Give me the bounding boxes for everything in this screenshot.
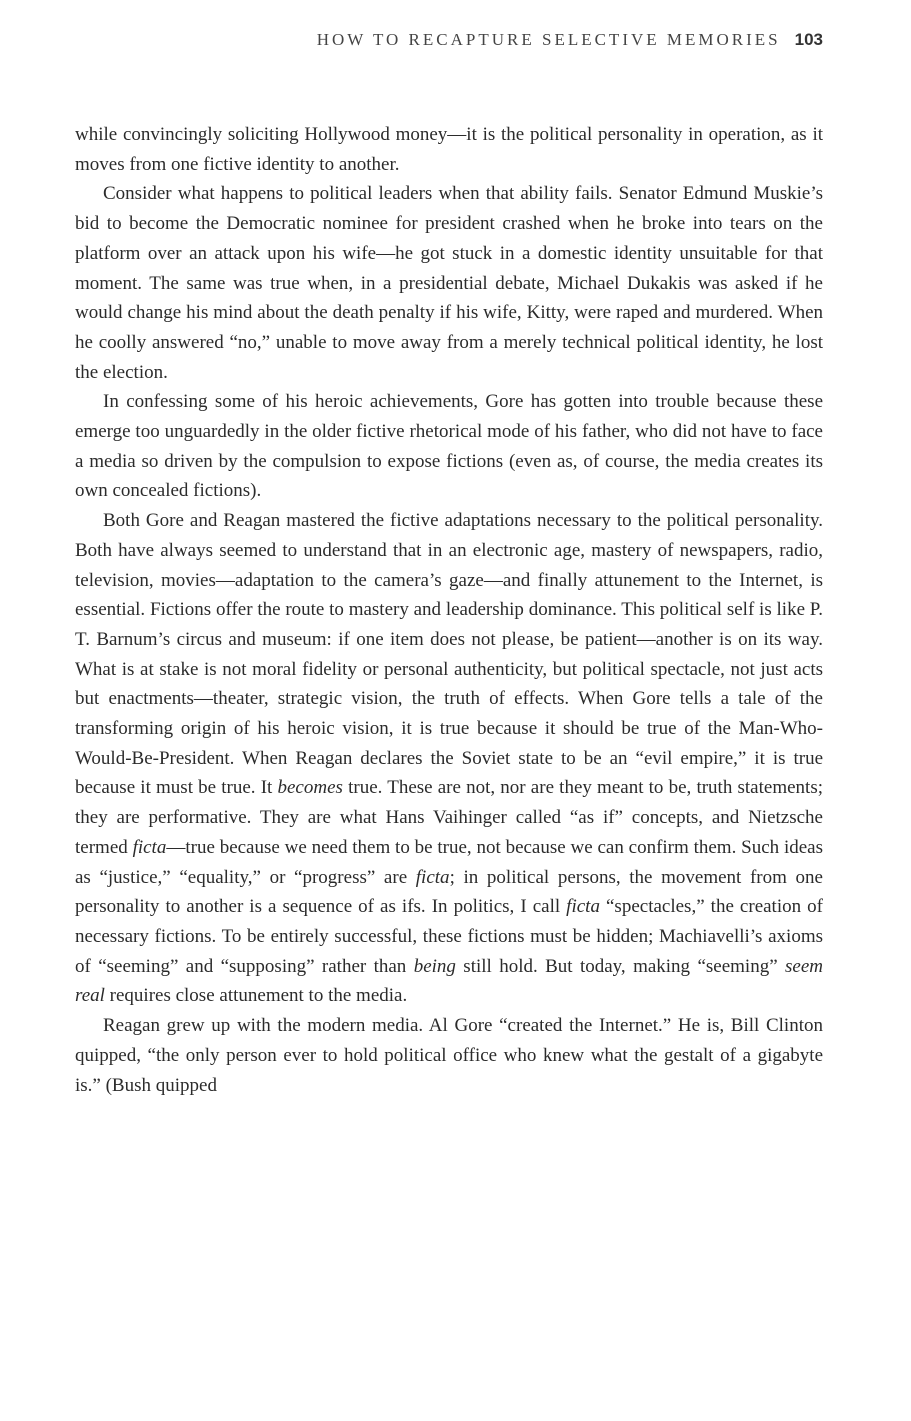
body-text	[75, 120, 823, 1100]
text-run: Consider what happens to political leaders when that ability fails. Senator Edmund Muskie’s bid to become the Democratic nominee for president crashed when he broke into tears on the platform over an attack upon his wife—he got stuck in a domestic identity unsuitable for that moment. The same was true when, in a presidential debate, Michael Dukakis was asked if he would change his mind about the death penalty if his wife, Kitty, were raped and murdered. When he coolly answered “no,” unable to move away from a merely technical political identity, he lost the election.	[75, 183, 823, 383]
running-title: HOW TO RECAPTURE SELECTIVE MEMORIES	[316, 30, 781, 49]
text-run: requires close attunement to the media.	[104, 985, 408, 1007]
paragraph	[75, 179, 823, 387]
text-run: ; in political persons, the movement from one personality to another is a sequence of as ifs. In politics, I call	[75, 866, 823, 918]
text-run: while convincingly soliciting Hollywood money—it is the political personality in operation, as it moves from one fictive identity to another.	[75, 124, 823, 175]
italic-text: becomes	[277, 777, 343, 799]
paragraph	[75, 506, 823, 1011]
italic-text: ficta	[132, 836, 167, 858]
paragraph	[75, 120, 823, 179]
italic-text: ficta	[415, 866, 450, 888]
text-run: Reagan grew up with the modern media. Al Gore “created the Internet.” He is, Bill Clinton quipped, “the only person ever to hold political office who knew what the gestalt of a gigabyte is.” (Bush quipped	[75, 1015, 823, 1096]
book-page	[75, 0, 823, 1421]
text-run: Both Gore and Reagan mastered the fictive adaptations necessary to the political personality. Both have always seemed to understand that in an electronic age, mastery of newspapers, radio, television, movies—adaptation to the camera’s gaze—and finally attunement to the Internet, is essential. Fictions offer the route to mastery and leadership dominance. This political self is like P. T. Barnum’s circus and museum: if one item does not please, be patient—another is on its way. What is at stake is not moral fidelity or personal authenticity, but political spectacle, not just acts but enactments—theater, strategic vision, the truth of effects. When Gore tells a tale of the transforming origin of his heroic vision, it is true because it should be true of the Man-Who-Would-Be-President. When Reagan declares the Soviet state to be an “evil empire,” it is true because it must be true. It	[75, 510, 823, 799]
italic-text: being	[413, 955, 456, 977]
page-number: 103	[794, 30, 823, 49]
text-run: In confessing some of his heroic achievements, Gore has gotten into trouble because these emerge too unguardedly in the older fictive rhetorical mode of his father, who did not have to face a media so driven by the compulsion to expose fictions (even as, of course, the media creates its own concealed fictions).	[75, 391, 823, 502]
paragraph	[75, 1011, 823, 1100]
text-run: “spectacles,” the creation of necessary fictions. To be entirely successful, these fictions must be hidden; Machiavelli’s axioms of “seeming” and “supposing” rather than	[75, 896, 823, 977]
text-run: true. These are not, nor are they meant to be, truth statements; they are performative. They are what Hans Vaihinger called “as if” concepts, and Nietzsche termed	[75, 777, 823, 858]
text-run: still hold. But today, making “seeming”	[455, 955, 786, 977]
italic-text: ficta	[566, 896, 600, 918]
running-head	[317, 30, 823, 50]
italic-text: seem real	[75, 955, 823, 1007]
paragraph	[75, 387, 823, 506]
text-run: —true because we need them to be true, not because we can confirm them. Such ideas as “justice,” “equality,” or “progress” are	[75, 836, 823, 888]
